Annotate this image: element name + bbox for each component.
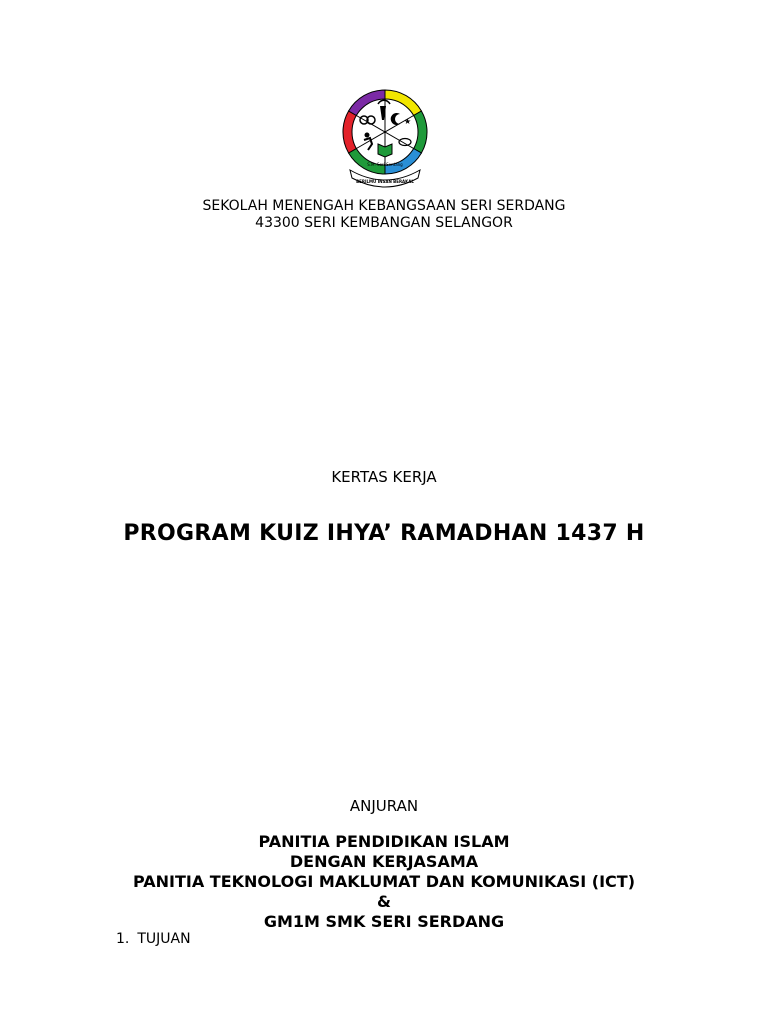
school-name: SEKOLAH MENENGAH KEBANGSAAN SERI SERDANG: [202, 198, 566, 214]
school-crest-icon: [334, 84, 436, 188]
section-heading: [116, 931, 191, 947]
organizer-line: PANITIA TEKNOLOGI MAKLUMAT DAN KOMUNIKASI (ICT): [132, 872, 635, 891]
section-title: TUJUAN: [137, 931, 191, 947]
svg-text:★: ★: [404, 117, 412, 126]
organizer-line: &: [377, 892, 391, 911]
organizer-line: GM1M SMK SERI SERDANG: [263, 912, 505, 931]
organizer-line: PANITIA PENDIDIKAN ISLAM: [258, 832, 510, 851]
organizer-label: ANJURAN: [349, 797, 419, 815]
document-label: KERTAS KERJA: [331, 468, 437, 486]
organizer-line: DENGAN KERJASAMA: [289, 852, 479, 871]
crest-banner-top: S.M. Seri Serdang: [367, 162, 403, 167]
section-number: 1.: [116, 931, 130, 947]
document-title: PROGRAM KUIZ IHYA’ RAMADHAN 1437 H: [123, 521, 645, 546]
school-address: 43300 SERI KEMBANGAN SELANGOR: [255, 215, 513, 231]
crest-banner-bottom: BERILMU INSAN BERAKAL: [356, 179, 414, 184]
